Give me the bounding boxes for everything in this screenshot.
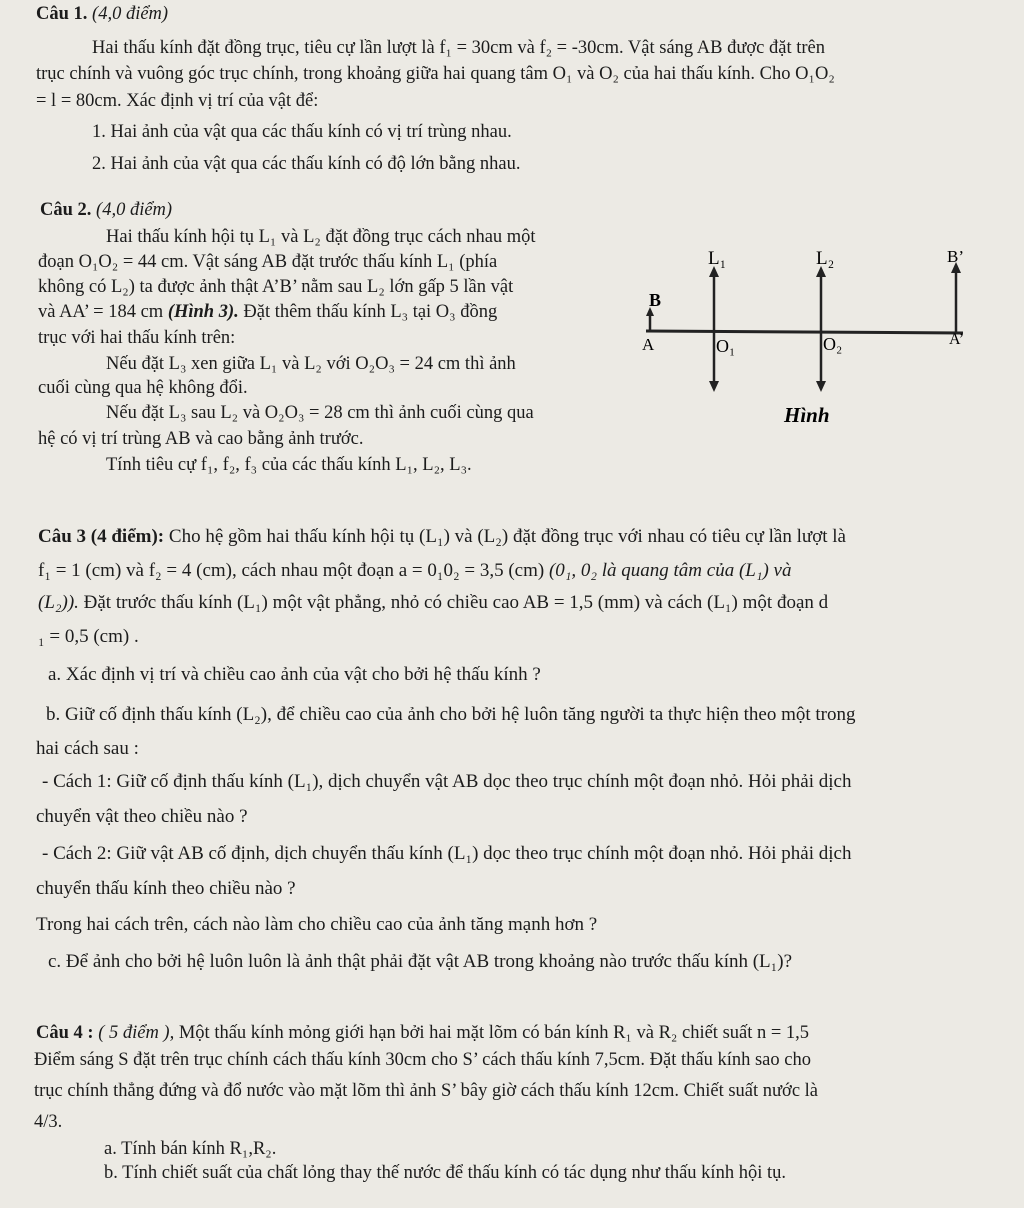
label-l1: L₁ — [708, 248, 727, 269]
q2-line-4c: Đặt thêm thấu kính L₃ tại O₃ đồng — [243, 302, 498, 322]
q2-line-7: cuối cùng qua hệ không đổi. — [38, 378, 248, 398]
q3-line-1-text: Cho hệ gồm hai thấu kính hội tụ (L₁) và (L₂) đặt đồng trục với nhau có tiêu cự lần lượt là — [168, 526, 846, 547]
q3-method-2-line-2: chuyển thấu kính theo chiều nào ? — [36, 878, 296, 899]
q3-part-b-line-2: hai cách sau : — [36, 738, 139, 759]
q2-line-6: Nếu đặt L₃ xen giữa L₁ và L₂ với O₂O₃ = 24 cm thì ảnh — [106, 354, 516, 374]
lens-l1-arrow-down-icon — [709, 381, 719, 392]
label-o1: O₁ — [716, 336, 736, 356]
lens-figure — [638, 240, 978, 440]
q1-points: (4,0 điểm) — [92, 4, 169, 24]
q3-method-1-line-1: - Cách 1: Giữ cố định thấu kính (L₁), dịch chuyển vật AB dọc theo trục chính một đoạn nhỏ. Hỏi phải dịch — [42, 771, 852, 792]
q2-line-8: Nếu đặt L₃ sau L₂ và O₂O₃ = 28 cm thì ảnh cuối cùng qua — [106, 403, 534, 423]
q1-item-2: 2. Hai ảnh của vật qua các thấu kính có độ lớn bằng nhau. — [92, 154, 521, 174]
q2-line-10: Tính tiêu cự f₁, f₂, f₃ của các thấu kính L₁, L₂, L₃. — [106, 455, 472, 475]
q2-line-1: Hai thấu kính hội tụ L₁ và L₂ đặt đồng trục cách nhau một — [106, 227, 536, 247]
label-aprime: A’ — [949, 331, 965, 348]
q1-title: Câu 1. — [36, 4, 88, 24]
q4-part-b: b. Tính chiết suất của chất lỏng thay thế nước để thấu kính có tác dụng như thấu kính hội tụ. — [104, 1163, 786, 1183]
q3-line-2 — [38, 560, 791, 582]
q3-line-3a: (L₂)). — [38, 592, 79, 613]
figure-caption: Hình — [784, 403, 830, 427]
q3-part-a: a. Xác định vị trí và chiều cao ảnh của vật cho bởi hệ thấu kính ? — [48, 664, 541, 685]
q1-line-2: trục chính và vuông góc trục chính, trong khoảng giữa hai quang tâm O₁ và O₂ của hai thấu kính. Cho O₁O₂ — [36, 64, 835, 84]
q3-line-3 — [38, 592, 828, 614]
q3-method-1-line-2: chuyển vật theo chiều nào ? — [36, 806, 248, 827]
q2-points: (4,0 điểm) — [96, 200, 173, 220]
q2-title: Câu 2. — [40, 200, 92, 220]
q3-method-2-line-1: - Cách 2: Giữ vật AB cố định, dịch chuyển thấu kính (L₁) dọc theo trục chính một đoạn nhỏ. Hỏi phải dịch — [42, 843, 852, 864]
q4-line-2: Điểm sáng S đặt trên trục chính cách thấu kính 30cm cho S’ cách thấu kính 7,5cm. Đặt thấu kính sao cho — [34, 1050, 811, 1070]
q1-heading — [36, 3, 168, 25]
lens-l2-arrow-down-icon — [816, 381, 826, 392]
q2-figure-ref: (Hình 3). — [167, 302, 239, 322]
q1-line-1: Hai thấu kính đặt đồng trục, tiêu cự lần lượt là f₁ = 30cm và f₂ = -30cm. Vật sáng AB được đặt trên — [92, 38, 825, 58]
q2-heading — [40, 199, 172, 221]
q2-line-4 — [38, 301, 497, 323]
q3-line-3b: Đặt trước thấu kính (L₁) một vật phẳng, nhỏ có chiều cao AB = 1,5 (mm) và cách (L₁) một đoạn d — [83, 592, 829, 613]
q4-line-1 — [36, 1022, 809, 1044]
q1-item-1: 1. Hai ảnh của vật qua các thấu kính có vị trí trùng nhau. — [92, 122, 512, 142]
q3-part-c: c. Để ảnh cho bởi hệ luôn luôn là ảnh thật phải đặt vật AB trong khoảng nào trước thấu kính (L₁)? — [48, 951, 793, 972]
q3-line-4: ₁ = 0,5 (cm) . — [38, 626, 139, 647]
q3-line-2b: (0₁, 0₂ là quang tâm của (L₁) và — [548, 560, 792, 581]
q2-line-2: đoạn O₁O₂ = 44 cm. Vật sáng AB đặt trước thấu kính L₁ (phía — [38, 252, 498, 272]
q4-line-3: trục chính thẳng đứng và đổ nước vào mặt lõm thì ảnh S’ bây giờ cách thấu kính 12cm. Chiết suất nước là — [34, 1081, 819, 1101]
q3-line-2a: f₁ = 1 (cm) và f₂ = 4 (cm), cách nhau một đoạn a = 0₁0₂ = 3,5 (cm) — [38, 560, 545, 581]
q3-part-b-line-1: b. Giữ cố định thấu kính (L₂), để chiều cao của ảnh cho bởi hệ luôn tăng người ta thực hiện theo một trong — [46, 704, 856, 725]
q2-line-9: hệ có vị trí trùng AB và cao bằng ảnh trước. — [38, 429, 364, 449]
q2-line-5: trục với hai thấu kính trên: — [38, 328, 236, 348]
label-bprime: B’ — [947, 247, 964, 266]
label-l2: L₂ — [816, 248, 835, 269]
q4-line-1-text: Một thấu kính mỏng giới hạn bởi hai mặt lõm có bán kính R₁ và R₂ chiết suất n = 1,5 — [178, 1023, 810, 1043]
q4-part-a: a. Tính bán kính R₁,R₂. — [104, 1139, 277, 1159]
q4-points: ( 5 điểm ), — [98, 1023, 175, 1043]
label-b: B — [649, 290, 662, 310]
q3-compare: Trong hai cách trên, cách nào làm cho chiều cao của ảnh tăng mạnh hơn ? — [36, 914, 598, 935]
q4-line-4: 4/3. — [34, 1112, 63, 1132]
label-a: A — [642, 335, 655, 354]
q2-line-3: không có L₂) ta được ảnh thật A’B’ nằm sau L₂ lớn gấp 5 lần vật — [38, 277, 514, 297]
q1-line-3: = l = 80cm. Xác định vị trí của vật để: — [36, 91, 319, 111]
q3-line-1 — [38, 526, 846, 548]
q4-title: Câu 4 : — [36, 1023, 94, 1043]
q2-line-4a: và AA’ = 184 cm — [38, 302, 164, 322]
label-o2: O₂ — [823, 334, 843, 354]
q3-title: Câu 3 (4 điểm): — [38, 526, 165, 547]
principal-axis — [646, 331, 963, 333]
